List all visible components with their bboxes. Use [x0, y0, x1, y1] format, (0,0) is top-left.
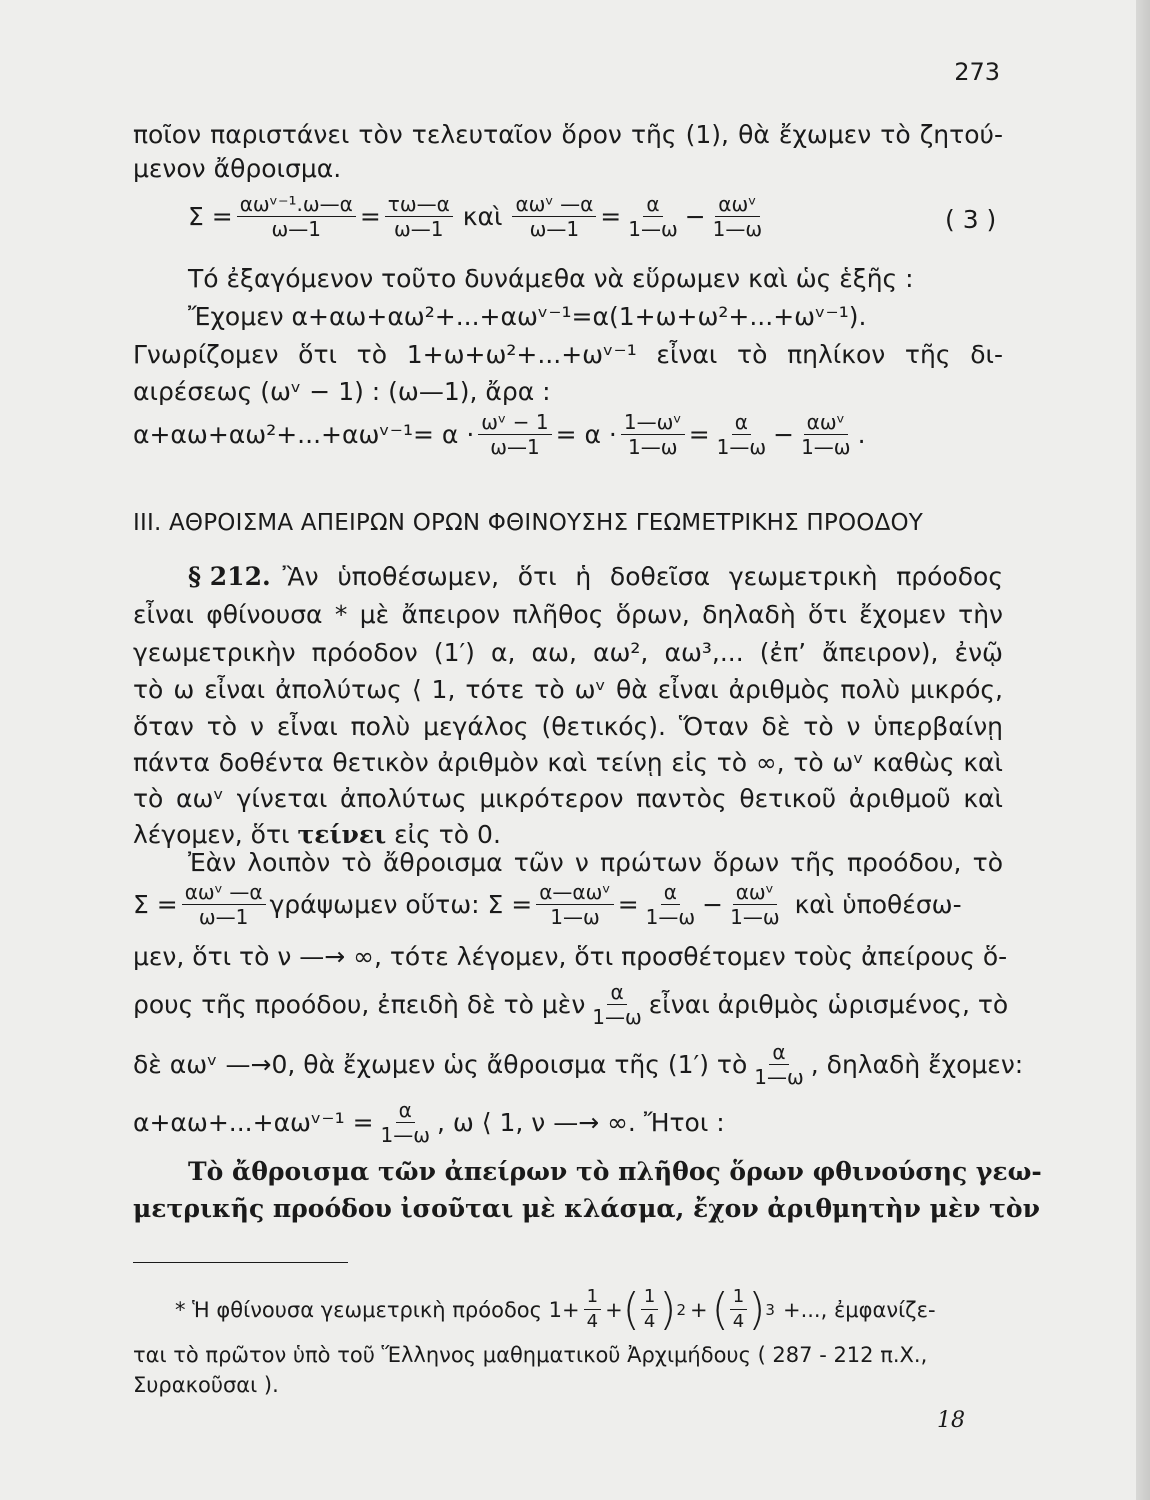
fraction: [536, 880, 613, 929]
numerator: 1: [584, 1285, 601, 1310]
emphasis-text: τείνει: [297, 820, 387, 849]
numerator: αωᵛ: [715, 192, 759, 217]
denominator: 1—ω: [592, 1005, 642, 1029]
numerator: αωᵛ: [733, 880, 777, 905]
text-line: Τό ἐξαγόμενον τοῦτο δυνάμεθα νὰ εὕρωμεν καὶ ὡς ἑξῆς :: [188, 264, 914, 293]
numerator: α: [769, 1040, 788, 1065]
denominator: 1—ω: [628, 435, 678, 459]
text-span: λέγομεν, ὅτι: [133, 820, 290, 849]
text-span: εἰς τὸ 0.: [394, 820, 501, 849]
denominator: 4: [643, 1311, 656, 1332]
numerator: 1: [641, 1285, 658, 1310]
numerator: 1—ωᵛ: [621, 410, 685, 435]
fraction: [589, 980, 644, 1029]
text-span: γράψωμεν οὕτω: Σ =: [269, 890, 533, 919]
period: .: [857, 420, 866, 449]
text-line: αιρέσεως (ωᵛ − 1) : (ω—1), ἄρα :: [133, 377, 551, 406]
sigma-symbol: Σ =: [188, 202, 233, 231]
numerator: α: [643, 192, 662, 217]
fraction: [643, 880, 698, 929]
equation-mid: = α ·: [555, 420, 617, 449]
fraction: [714, 410, 769, 459]
text-line: ποῖον παριστάνει τὸν τελευταῖον ὅρον τῆς (1), θὰ ἔχωμεν τὸ ζητού-: [133, 120, 1003, 149]
text-line: Ἐὰν λοιπὸν τὸ ἄθροισμα τῶν ν πρώτων ὅρων τῆς προόδου, τὸ: [188, 848, 1003, 877]
text-line: [188, 560, 1003, 594]
text-span: +..., ἐμφανίζε-: [782, 1297, 936, 1322]
fraction: [710, 192, 765, 241]
numerator: αωᵛ —α: [182, 880, 266, 905]
text-line: εἶναι φθίνουσα * μὲ ἄπειρον πλῆθος ὅρων, δηλαδὴ ὅτι ἔχομεν τὴν: [133, 600, 1003, 629]
equals-sign: =: [600, 202, 622, 231]
text-line-with-fraction: [133, 980, 1008, 1029]
footnote-rule: [133, 1262, 348, 1263]
denominator: 1—ω: [730, 905, 780, 929]
text-line: πάντα δοθέντα θετικὸν ἀριθμὸν καὶ τείνῃ εἰς τὸ ∞, τὸ ωᵛ καθὼς καὶ: [133, 748, 1003, 777]
section-number: § 212.: [188, 562, 271, 591]
minus-sign: −: [773, 420, 795, 449]
text-span: ρους τῆς προόδου, ἐπειδὴ δὲ τὸ μὲν: [133, 990, 586, 1019]
text-span: * Ἡ φθίνουσα γεωμετρικὴ πρόοδος 1+: [175, 1297, 580, 1322]
fraction: [621, 410, 685, 459]
numerator: α: [396, 1098, 415, 1123]
denominator: 1—ω: [754, 1065, 804, 1089]
text-line: γεωμετρικὴν πρόοδον (1′) α, αω, αω², αω³,... (ἐπ’ ἄπειρον), ἐνῷ: [133, 638, 1003, 667]
footnote-line: Συρακοῦσαι ).: [133, 1373, 279, 1397]
numerator: ωᵛ − 1: [478, 410, 551, 435]
sum-equation: [133, 410, 866, 459]
minus-sign: −: [702, 890, 724, 919]
numerator: α—αωᵛ: [536, 880, 613, 905]
numerator: 1: [730, 1285, 747, 1310]
denominator: 1—ω: [628, 217, 678, 241]
fraction: [641, 1285, 658, 1334]
left-paren: (: [711, 1283, 729, 1335]
fraction: [751, 1040, 806, 1089]
numerator: α: [607, 980, 626, 1005]
denominator: ω—1: [394, 217, 444, 241]
denominator: 1—ω: [645, 905, 696, 929]
fraction: [798, 410, 853, 459]
text-span: , δηλαδὴ ἔχομεν:: [810, 1050, 1024, 1079]
denominator: 1—ω: [716, 435, 767, 459]
denominator: 1—ω: [801, 435, 851, 459]
theorem-text: Τὸ ἄθροισμα τῶν ἀπείρων τὸ πλῆθος ὅρων φθινούσης γεω-: [188, 1157, 1042, 1186]
denominator: 1—ω: [380, 1123, 431, 1147]
numerator: αωᵛ —α: [512, 192, 596, 217]
page-edge-shadow: [1136, 0, 1150, 1500]
denominator: ω—1: [490, 435, 540, 459]
minus-sign: −: [684, 202, 706, 231]
text-line: μενον ἄθροισμα.: [133, 154, 342, 183]
text-span: Ἂν ὑποθέσωμεν, ὅτι ἡ δοθεῖσα γεωμετρικὴ πρόοδος: [282, 562, 1003, 591]
sigma-symbol: Σ =: [133, 890, 178, 919]
numerator: αωᵛ: [804, 410, 848, 435]
text-line: τὸ αωᵛ γίνεται ἀπολύτως μικρότερον παντὸς θετικοῦ ἀριθμοῦ καὶ: [133, 784, 1003, 813]
right-paren: ): [748, 1283, 766, 1335]
text-line: Γνωρίζομεν ὅτι τὸ 1+ω+ω²+...+ωᵛ⁻¹ εἶναι τὸ πηλίκον τῆς δι-: [133, 340, 1003, 369]
numerator: τω—α: [385, 192, 453, 217]
denominator: ω—1: [198, 905, 249, 929]
denominator: 1—ω: [712, 217, 763, 241]
text-line-with-fraction: [133, 1040, 1023, 1089]
text-span: εἶναι ἀριθμὸς ὡρισμένος, τὸ: [648, 990, 1009, 1019]
fraction: [625, 192, 680, 241]
fraction: [730, 1285, 747, 1334]
fraction: [237, 192, 356, 241]
equation-label: ( 3 ): [945, 205, 997, 234]
text-span: α+αω+...+αωᵛ⁻¹ =: [133, 1108, 374, 1137]
fraction: [584, 1285, 601, 1334]
denominator: ω—1: [529, 217, 580, 241]
text-span: , ω ⟨ 1, ν —→ ∞. Ἤτοι :: [437, 1108, 725, 1137]
numerator: α: [732, 410, 751, 435]
right-paren: ): [659, 1283, 677, 1335]
denominator: 4: [586, 1311, 599, 1332]
signature-mark: 18: [937, 1408, 965, 1433]
text-line: τὸ ω εἶναι ἀπολύτως ⟨ 1, τότε τὸ ωᵛ θὰ εἶναι ἀριθμὸς πολὺ μικρός,: [133, 675, 1003, 704]
fraction: [182, 880, 266, 929]
denominator: 1—ω: [550, 905, 600, 929]
plus-sign: +: [605, 1297, 623, 1322]
numerator: αωᵛ⁻¹.ω—α: [237, 192, 356, 217]
equation-lhs: α+αω+αω²+...+αωᵛ⁻¹= α ·: [133, 420, 475, 449]
fraction: [478, 410, 551, 459]
text-line: Ἔχομεν α+αω+αω²+...+αωᵛ⁻¹=α(1+ω+ω²+...+ωᵛ⁻¹).: [188, 302, 867, 331]
denominator: 4: [732, 1311, 745, 1332]
text-line: ὅταν τὸ ν εἶναι πολὺ μεγάλος (θετικός). Ὅταν δὲ τὸ ν ὑπερβαίνῃ: [133, 712, 1003, 741]
page-number: 273: [954, 58, 1000, 86]
fraction: [378, 1098, 433, 1147]
infinite-sum-equation: [133, 1098, 725, 1147]
theorem-text: μετρικῆς προόδου ἰσοῦται μὲ κλάσμα, ἔχον ἀριθμητὴν μὲν τὸν: [133, 1194, 1040, 1223]
equation-3: [188, 192, 769, 241]
text-span: δὲ αωᵛ —→0, θὰ ἔχωμεν ὡς ἄθροισμα τῆς (1′) τὸ: [133, 1050, 748, 1079]
fraction: [512, 192, 596, 241]
equals-sign: =: [688, 420, 710, 449]
footnote-line: ται τὸ πρῶτον ὑπὸ τοῦ Ἕλληνος μαθηματικοῦ Ἀρχιμήδους ( 287 - 212 π.Χ.,: [133, 1343, 928, 1367]
conjunction: καὶ: [462, 202, 503, 231]
fraction: [727, 880, 782, 929]
footnote-line: * Ἡ φθίνουσα γεωμετρικὴ πρόοδος 1+ $\frac{1}{4}$ + ( $\frac{1}{4}$ ) 2 + ( $\frac{1}{4}$ ) 3 +..., ἐμφανίζε-: [175, 1283, 936, 1335]
sum-equation-inline: [133, 880, 962, 929]
plus-sign: +: [690, 1297, 708, 1322]
numerator: α: [661, 880, 680, 905]
text-line: μεν, ὅτι τὸ ν —→ ∞, τότε λέγομεν, ὅτι προσθέτομεν τοὺς ἀπείρους ὅ-: [133, 942, 1008, 971]
denominator: ω—1: [271, 217, 322, 241]
equals-sign: =: [617, 890, 639, 919]
equals-sign: =: [359, 202, 381, 231]
section-heading: III. ΑΘΡΟΙΣΜΑ ΑΠΕΙΡΩΝ ΟΡΩΝ ΦΘΙΝΟΥΣΗΣ ΓΕΩΜΕΤΡΙΚΗΣ ΠΡΟΟΔΟΥ: [133, 510, 924, 536]
text-span: καὶ ὑποθέσω-: [794, 890, 962, 919]
fraction: [385, 192, 453, 241]
left-paren: (: [622, 1283, 640, 1335]
